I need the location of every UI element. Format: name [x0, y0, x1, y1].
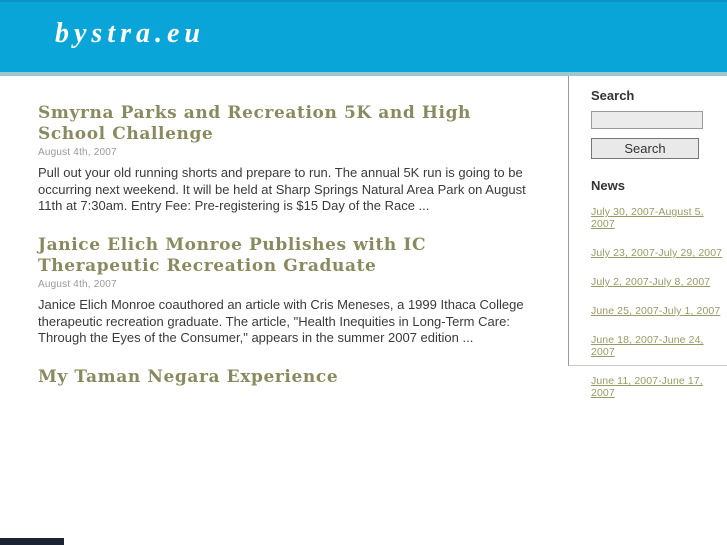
news-archive-link[interactable]: June 18, 2007-June 24, 2007 [591, 334, 704, 358]
news-archive-link[interactable]: July 2, 2007-July 8, 2007 [591, 276, 711, 288]
search-input[interactable] [591, 111, 703, 129]
search-button[interactable]: Search [591, 138, 699, 159]
news-archive-link[interactable]: June 11, 2007-June 17, 2007 [591, 375, 703, 399]
main-content [38, 76, 532, 391]
post-date: August 4th, 2007 [38, 147, 117, 159]
post-body: Pull out your old running shorts and prepare to run. The annual 5K run is going to be occurring next weekend. It will be held at Sharp Springs Natural Area Park on August 11th at 7:30am. Entry Fee: Pre-registering is $15 Day of the Race ... [38, 165, 526, 214]
blog-post [38, 235, 532, 347]
site-header [0, 0, 727, 76]
sidebar [568, 76, 727, 399]
post-title[interactable]: Janice Elich Monroe Publishes with IC Therapeutic Recreation Graduate [38, 234, 427, 276]
site-title-link[interactable]: bystra.eu [55, 18, 205, 49]
header-banner [0, 0, 727, 72]
blog-post [38, 103, 532, 215]
search-heading: Search [591, 88, 635, 103]
footer-bar-fragment [0, 538, 64, 545]
post-date: August 4th, 2007 [38, 279, 117, 291]
news-archive-link[interactable]: July 23, 2007-July 29, 2007 [591, 247, 723, 259]
post-body: Janice Elich Monroe coauthored an article with Cris Meneses, a 1999 Ithaca College therapeutic recreation graduate. The article, "Health Inequities in Long-Term Care: Through the Eyes of the Consumer," appears in the summer 2007 edition ... [38, 297, 524, 346]
news-heading: News [591, 178, 625, 193]
blog-post [38, 367, 532, 388]
post-title[interactable]: Smyrna Parks and Recreation 5K and High School Challenge [38, 103, 472, 144]
news-archive-link[interactable]: July 30, 2007-August 5, 2007 [591, 206, 704, 230]
news-archive-link[interactable]: June 25, 2007-July 1, 2007 [591, 305, 721, 317]
post-title[interactable]: My Taman Negara Experience [38, 366, 339, 387]
